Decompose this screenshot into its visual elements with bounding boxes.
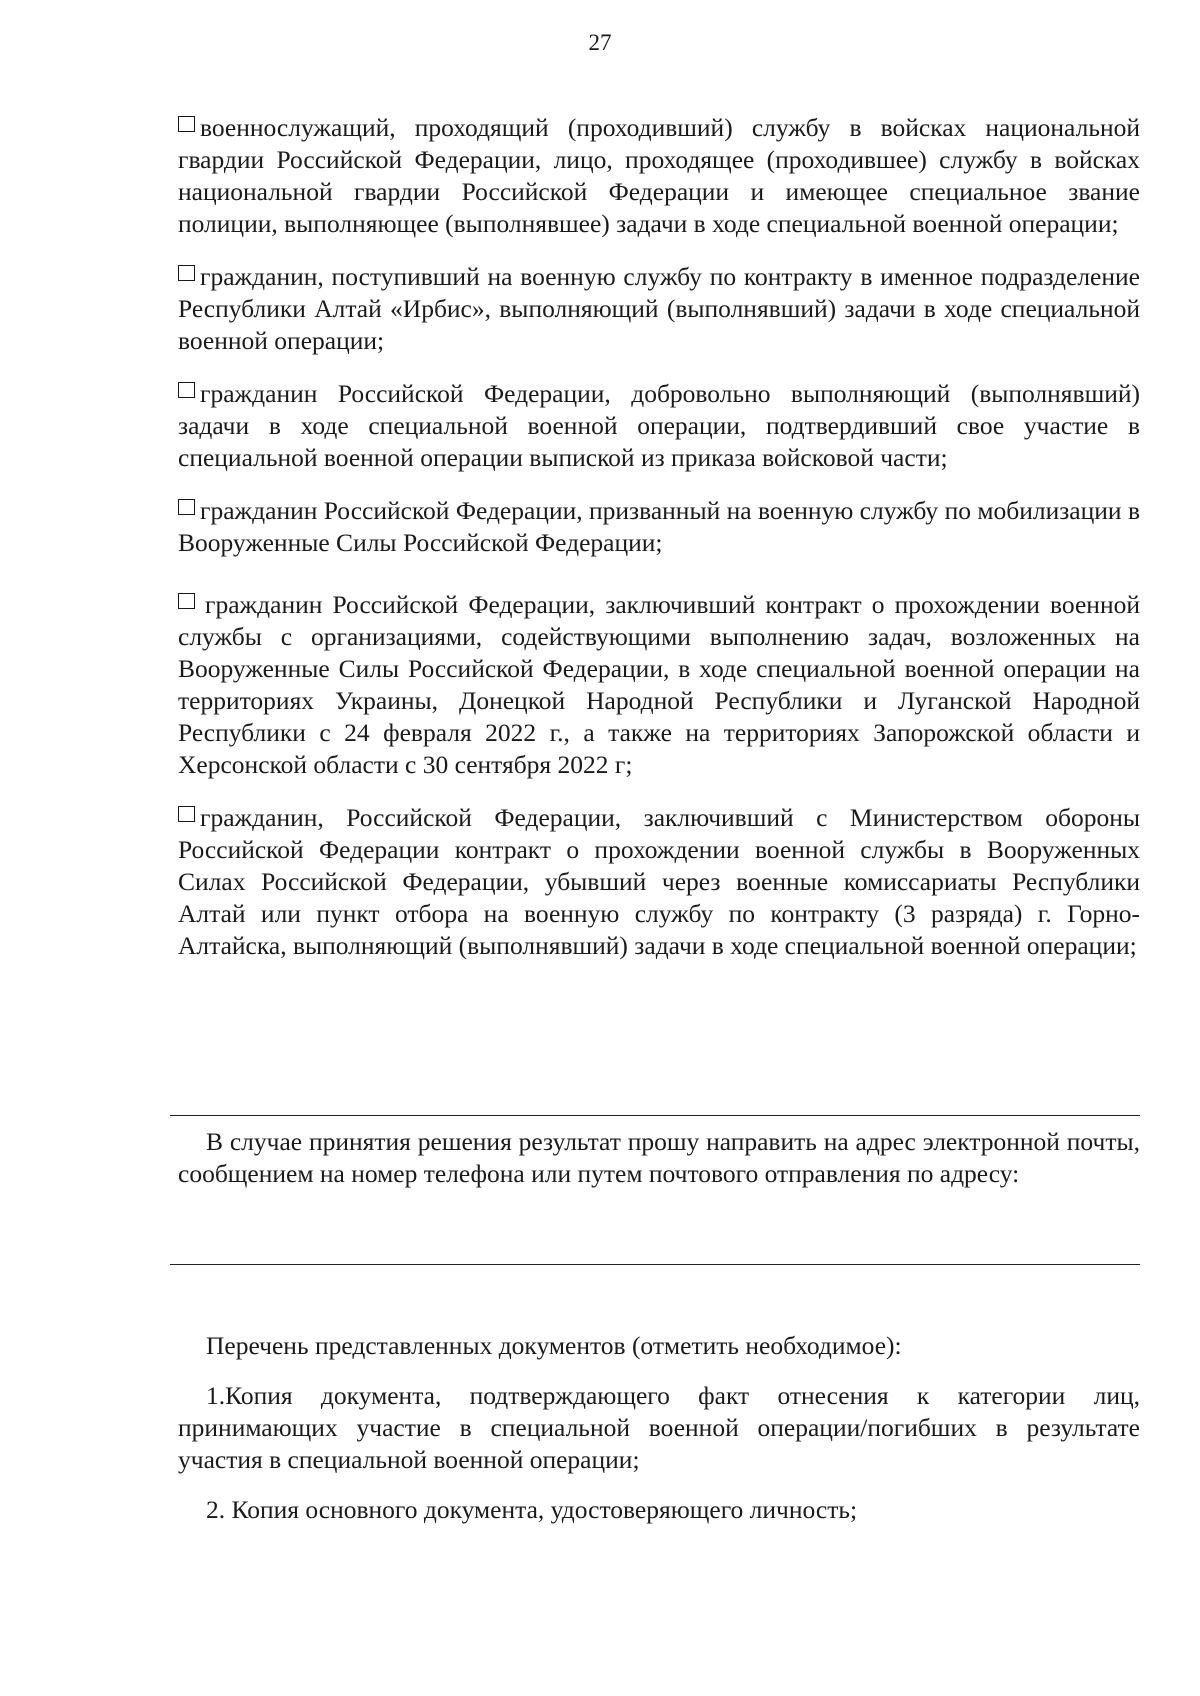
checklist-item-text: военнослужащий, проходящий (проходивший) службу в войсках национальной гвардии Российской Федерации, лицо, проходящее (проходившее) службу в войсках национальной гвардии Российской Федерации и имеющее специальное звание полиции, выполняющее (выполнявшее) задачи в ходе специальной военной операции;	[178, 113, 1140, 238]
checklist-item-text: гражданин Российской Федерации, заключивший контракт о прохождении военной службы с организациями, содействующими выполнению задач, возложенных на Вооруженные Силы Российской Федерации, в ходе специальной военной операции на территориях Украины, Донецкой Народной Республики и Луганской Народной Республики с 24 февраля 2022 г., а также на территориях Запорожской области и Херсонской области с 30 сентября 2022 г;	[178, 590, 1140, 779]
checklist-item	[178, 112, 1140, 240]
address-entry-line[interactable]	[170, 1264, 1140, 1265]
checklist-item	[178, 495, 1140, 559]
checklist-item-text: гражданин, Российской Федерации, заключивший с Министерством обороны Российской Федерации контракт о прохождении военной службы в Вооруженных Силах Российской Федерации, убывший через военные комиссариаты Республики Алтай или пункт отбора на военную службу по контракту (3 разряда) г. Горно-Алтайска, выполняющий (выполнявший) задачи в ходе специальной военной операции;	[178, 803, 1140, 960]
checkbox[interactable]	[178, 382, 195, 398]
checklist-item-text: гражданин, поступивший на военную службу по контракту в именное подразделение Республики Алтай «Ирбис», выполняющий (выполнявший) задачи в ходе специальной военной операции;	[178, 262, 1140, 355]
checklist-item	[178, 378, 1140, 474]
checklist-item-text: гражданин Российской Федерации, добровольно выполняющий (выполнявший) задачи в ходе специальной военной операции, подтвердивший свое участие в специальной военной операции выпиской из приказа войсковой части;	[178, 379, 1140, 472]
checkbox[interactable]	[178, 265, 195, 281]
documents-heading: Перечень представленных документов (отметить необходимое):	[206, 1331, 902, 1360]
participant-category-checklist	[178, 112, 1140, 983]
checklist-item	[178, 261, 1140, 357]
page-number: 27	[588, 30, 612, 55]
checkbox[interactable]	[178, 806, 195, 822]
documents-list-item: 2. Копия основного документа, удостоверяющего личность;	[206, 1495, 858, 1524]
delivery-request-text: В случае принятия решения результат прошу направить на адрес электронной почты, сообщением на номер телефона или путем почтового отправления по адресу:	[178, 1127, 1140, 1188]
checklist-item-text: гражданин Российской Федерации, призванный на военную службу по мобилизации в Вооруженные Силы Российской Федерации;	[178, 496, 1140, 557]
documents-list-item: 1.Копия документа, подтверждающего факт отнесения к категории лиц, принимающих участие в специальной военной операции/погибших в результате участия в специальной военной операции;	[178, 1381, 1140, 1474]
divider-line	[170, 1115, 1140, 1116]
checklist-item	[178, 802, 1140, 962]
documents-list	[178, 1330, 1140, 1544]
checkbox[interactable]	[178, 593, 195, 609]
checklist-item	[178, 589, 1140, 781]
checkbox[interactable]	[178, 499, 195, 515]
checkbox[interactable]	[178, 116, 195, 132]
